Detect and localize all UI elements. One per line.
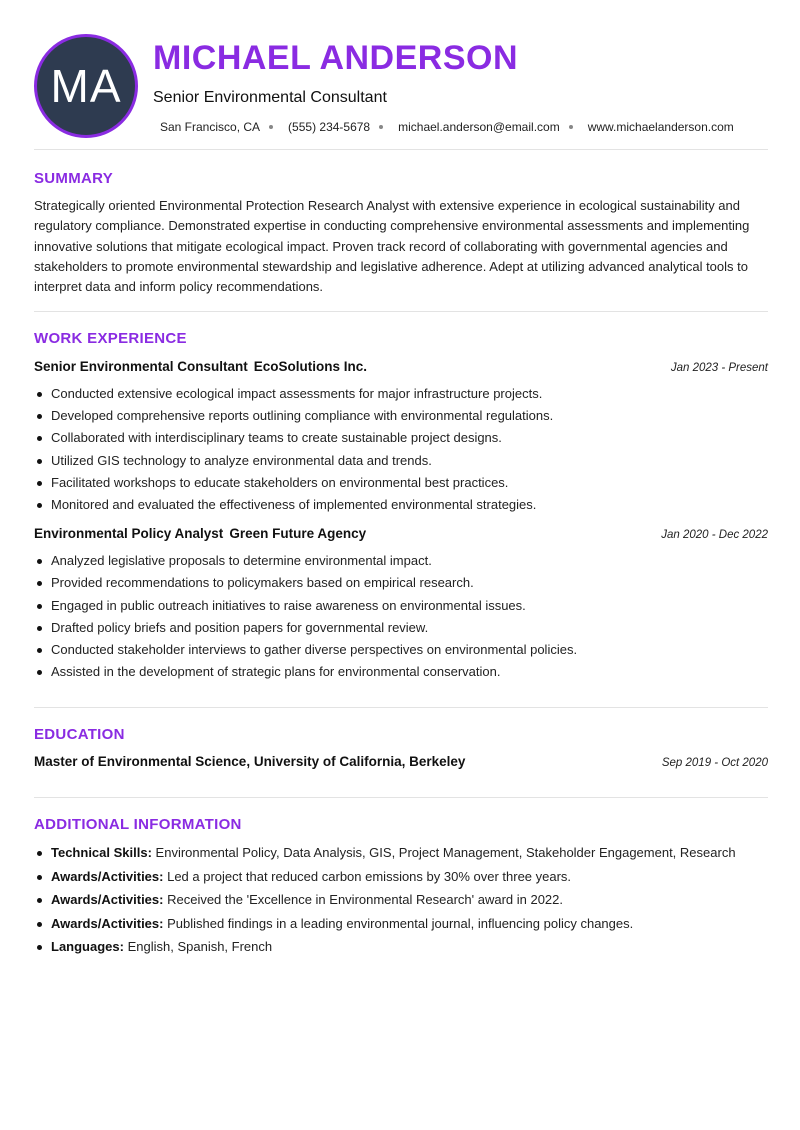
- item-text: English, Spanish, French: [127, 939, 273, 954]
- list-item: Conducted extensive ecological impact assessments for major infrastructure projects.: [34, 383, 768, 405]
- section-heading-education: EDUCATION: [34, 726, 125, 743]
- list-item: Collaborated with interdisciplinary teams to create sustainable project designs.: [34, 427, 768, 449]
- list-item: Conducted stakeholder interviews to gather diverse perspectives on environmental policies.: [34, 639, 768, 661]
- additional-info-section: [34, 798, 768, 959]
- list-item: Utilized GIS technology to analyze environmental data and trends.: [34, 450, 768, 472]
- job-title: [34, 526, 366, 541]
- job-dates: Jan 2020 - Dec 2022: [661, 529, 768, 542]
- summary-text: Strategically oriented Environmental Protection Research Analyst with extensive experience in ecological sustainability and regulatory compliance. Demonstrated expertise in conducting comprehensive environmental assessments and implementing innovative solutions that mitigate ecological impact. Proven track record of collaborating with governmental agencies and stakeholders to promote environmental stewardship and legislative adherence. Adept at utilizing advanced analytical tools to interpret data and inform policy recommendations.: [34, 198, 750, 295]
- item-text: Published findings in a leading environmental journal, influencing policy changes.: [167, 915, 634, 931]
- contact-location: San Francisco, CA: [160, 120, 261, 134]
- list-item: Engaged in public outreach initiatives to raise awareness on environmental issues.: [34, 595, 768, 617]
- item-label: Awards/Activities:: [51, 868, 164, 884]
- summary-section: [34, 150, 768, 312]
- education-section: [34, 708, 768, 798]
- list-item: [34, 865, 768, 889]
- degree: Master of Environmental Science, University of California, Berkeley: [34, 754, 466, 769]
- list-item: Provided recommendations to policymakers based on empirical research.: [34, 572, 768, 594]
- candidate-title: Senior Environmental Consultant: [153, 89, 387, 106]
- list-item: Developed comprehensive reports outlining compliance with environmental regulations.: [34, 405, 768, 427]
- resume-header: [34, 0, 768, 150]
- job-title: [34, 359, 367, 374]
- list-item: Drafted policy briefs and position papers for governmental review.: [34, 617, 768, 639]
- job-company: EcoSolutions Inc.: [253, 359, 368, 374]
- additional-list: [34, 841, 768, 959]
- item-text: Environmental Policy, Data Analysis, GIS, Project Management, Stakeholder Engagement, Research: [155, 845, 736, 860]
- item-label: Awards/Activities:: [51, 892, 164, 907]
- list-item: Assisted in the development of strategic plans for environmental conservation.: [34, 661, 768, 683]
- candidate-name: MICHAEL ANDERSON: [153, 39, 519, 77]
- job-role: Environmental Policy Analyst: [34, 526, 224, 542]
- separator-dot: [269, 125, 273, 129]
- job-role: Senior Environmental Consultant: [34, 359, 248, 374]
- contact-website: www.michaelanderson.com: [587, 120, 734, 134]
- job-company: Green Future Agency: [229, 526, 367, 542]
- education-dates: Sep 2019 - Oct 2020: [661, 757, 768, 769]
- list-item: [34, 888, 768, 912]
- section-heading-additional: ADDITIONAL INFORMATION: [34, 816, 242, 833]
- item-text: Received the 'Excellence in Environmental Research' award in 2022.: [167, 892, 563, 907]
- education-entry: [34, 754, 768, 772]
- list-item: [34, 841, 768, 865]
- job-bullets: [34, 550, 768, 683]
- job-dates: Jan 2023 - Present: [670, 362, 768, 374]
- section-heading-summary: SUMMARY: [34, 170, 114, 187]
- list-item: [34, 935, 768, 959]
- resume-page: [34, 0, 768, 959]
- contact-email: michael.anderson@email.com: [398, 120, 560, 134]
- job-header: [34, 526, 768, 544]
- item-label: Technical Skills:: [51, 845, 152, 860]
- item-text: Led a project that reduced carbon emissions by 30% over three years.: [167, 868, 572, 884]
- job-entry: [34, 359, 768, 516]
- work-experience-section: [34, 312, 768, 708]
- list-item: Facilitated workshops to educate stakeholders on environmental best practices.: [34, 472, 768, 494]
- job-header: [34, 359, 768, 377]
- job-entry: [34, 526, 768, 683]
- job-bullets: [34, 383, 768, 516]
- contact-info: [160, 120, 734, 134]
- item-label: Languages:: [51, 939, 124, 954]
- avatar: MA: [34, 34, 138, 138]
- section-heading-work: WORK EXPERIENCE: [34, 330, 187, 347]
- list-item: Monitored and evaluated the effectiveness of implemented environmental strategies.: [34, 494, 768, 516]
- separator-dot: [379, 125, 383, 129]
- list-item: Analyzed legislative proposals to determine environmental impact.: [34, 550, 768, 572]
- contact-phone: (555) 234-5678: [288, 120, 371, 134]
- list-item: [34, 912, 768, 936]
- item-label: Awards/Activities:: [51, 915, 164, 931]
- separator-dot: [569, 125, 573, 129]
